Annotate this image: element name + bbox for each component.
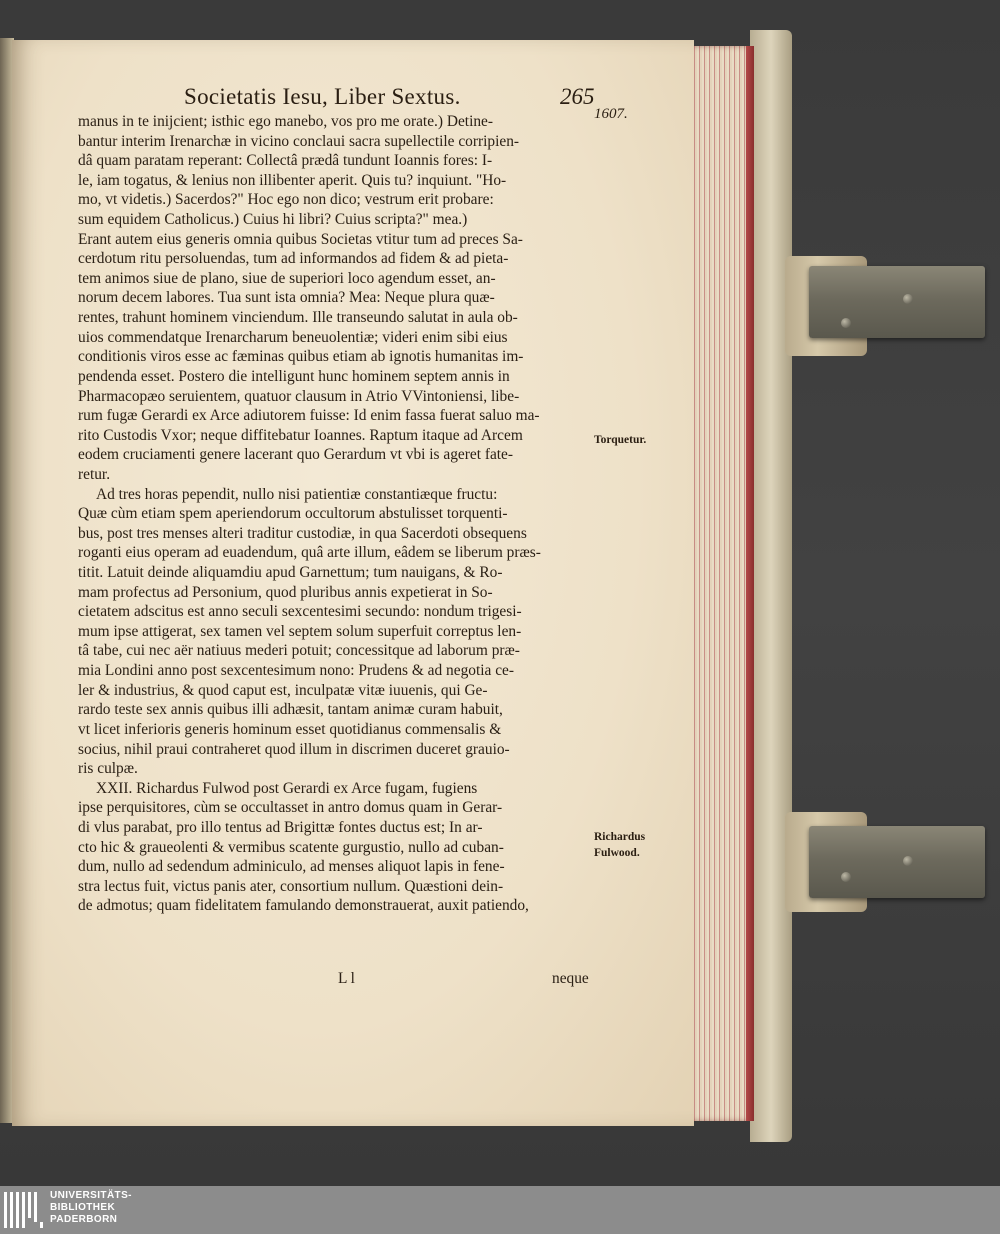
margin-note-richardus: Richardus [594, 831, 646, 843]
text-line: titit. Latuit deinde aliquamdiu apud Garnettum; tum nauigans, & Ro- [78, 564, 503, 582]
library-logo-line: UNIVERSITÄTS- [50, 1190, 132, 1201]
text-line: stra lectus fuit, victus panis ater, consortium nullum. Quæstioni dein- [78, 877, 504, 895]
library-logo-text [50, 1190, 132, 1226]
text-line: rum fugæ Gerardi ex Arce adiutorem fuisse: Id enim fassa fuerat saluo ma- [78, 407, 540, 425]
text-line: vt licet inferioris generis hominum esset quotidianus commensalis & [78, 720, 502, 738]
text-line: cerdotum ritu persoluendas, tum ad informandos ad fidem & ad pieta- [78, 250, 509, 268]
running-head [12, 84, 632, 112]
library-logo-line: BIBLIOTHEK [50, 1202, 116, 1213]
text-line: ler & industrius, & quod caput est, inculpatæ vitæ iuuenis, qui Ge- [78, 681, 488, 699]
text-line: di vlus parabat, pro illo tentus ad Brigittæ fontes ductus est; In ar- [78, 818, 483, 836]
text-line: bus, post tres menses alteri traditur custodiæ, in qua Sacerdoti obsequens [78, 524, 527, 542]
text-line: Quæ cùm etiam spem aperiendorum occultorum abstulisset torquenti- [78, 505, 508, 523]
text-line: tâ tabe, cui nec aër natiuus mederi potuit; concessitque ad laborum præ- [78, 642, 520, 660]
text-line: retur. [78, 465, 111, 483]
text-line: cietatem adscitus est anno seculi sexcentesimi secundo: nondum trigesi- [78, 603, 522, 621]
text-line: cto hic & graueolenti & vermibus scatente gurgustio, nullo ad cuban- [78, 838, 504, 856]
text-line: mia Londini anno post sexcentesimum nono: Prudens & ad negotia ce- [78, 662, 514, 680]
page-edges-red [692, 46, 754, 1121]
text-line: eodem cruciamenti genere lacerant quo Gerardum vt vbi is ageret fate- [78, 446, 514, 464]
running-title: Societatis Iesu, Liber Sextus. [184, 84, 461, 109]
clasp-rivet [841, 872, 851, 882]
page-body-text [78, 112, 602, 916]
text-line: socius, nihil praui contraheret quod illum in discrimen duceret grauio- [78, 740, 510, 758]
book-cover-right-board [750, 30, 792, 1142]
text-line: rito Custodis Vxor; neque diffitebatur Ioannes. Raptum itaque ad Arcem [78, 426, 523, 444]
signature-mark: L l [338, 970, 355, 987]
text-line: uios commendatque Irenarcharum beneuolentiæ; videri enim sibi eius [78, 328, 508, 346]
text-line: le, iam togatus, & lenius non illibenter aperit. Quis tu? inquiunt. "Ho- [78, 171, 507, 189]
text-line: dâ quam paratam reperant: Collectâ prædâ tundunt Ioannis fores: I- [78, 152, 493, 170]
text-line: dum, nullo ad sedendum adminiculo, ad menses aliquot lapis in fene- [78, 858, 505, 876]
text-line: mam profectus ad Personium, quod pluribus annis expetierat in So- [78, 583, 493, 601]
text-line: pendenda esset. Postero die intelligunt hunc hominem septem annis in [78, 367, 510, 385]
clasp-rivet [841, 318, 851, 328]
text-line: XXII. Richardus Fulwod post Gerardi ex Arce fugam, fugiens [96, 779, 478, 797]
text-line: de admotus; quam fidelitatem famulando demonstrauerat, auxit patiendo, [78, 897, 529, 915]
text-line: manus in te inijcient; isthic ego manebo, vos pro me orate.) Detine- [78, 113, 494, 130]
margin-year-note: 1607. [594, 106, 628, 122]
text-line: norum decem labores. Tua sunt ista omnia? Mea: Neque plura quæ- [78, 289, 495, 307]
library-logo-icon [4, 1192, 44, 1228]
text-line: tem animos siue de plano, siue de superiori loco agendum esset, an- [78, 269, 496, 287]
text-line: sum equidem Catholicus.) Cuius hi libri? Cuius scripta?" mea.) [78, 211, 468, 229]
clasp-top [785, 256, 985, 356]
catchword: neque [552, 970, 589, 987]
clasp-metal-plate [809, 266, 985, 338]
library-footer-bar [0, 1186, 1000, 1234]
clasp-rivet [903, 294, 913, 304]
text-line: ipse perquisitores, cùm se occultasset in antro domus quam in Gerar- [78, 799, 503, 817]
library-logo-line: PADERBORN [50, 1214, 118, 1225]
text-line: Erant autem eius generis omnia quibus Societas vtitur tum ad preces Sa- [78, 230, 523, 248]
margin-note-torquetur: Torquetur. [594, 434, 647, 446]
text-line: mum ipse attigerat, sex tamen vel septem solum superfuit correptus len- [78, 622, 522, 640]
clasp-bottom [785, 812, 985, 912]
clasp-metal-plate [809, 826, 985, 898]
text-line: rentes, trahunt hominem vinciendum. Ille transeundo salutat in aula ob- [78, 309, 518, 327]
book-page [12, 40, 694, 1126]
text-line: mo, vt videtis.) Sacerdos?" Hoc ego non dico; vestrum erit probare: [78, 191, 494, 209]
text-line: bantur interim Irenarchæ in vicino conclaui sacra supellectile corripien- [78, 132, 520, 150]
margin-note-fulwood: Fulwood. [594, 847, 640, 859]
text-line: roganti eius operam ad euadendum, quâ arte illum, eâdem se liberum præs- [78, 544, 541, 562]
text-line: Ad tres horas pependit, nullo nisi patientiæ constantiæque fructu: [96, 485, 498, 503]
text-line: ris culpæ. [78, 760, 138, 778]
red-edge-stain [746, 46, 754, 1121]
clasp-rivet [903, 856, 913, 866]
text-line: Pharmacopæo seruientem, quatuor clausum in Atrio VVintoniensi, libe- [78, 387, 520, 405]
text-line: conditionis viros esse ac fæminas quibus etiam ab ignotis humanitas im- [78, 348, 524, 366]
text-line: rardo teste sex annis quibus illi adhæsit, tantam animæ curam habuit, [78, 701, 503, 719]
page-number: 265 [560, 84, 595, 109]
